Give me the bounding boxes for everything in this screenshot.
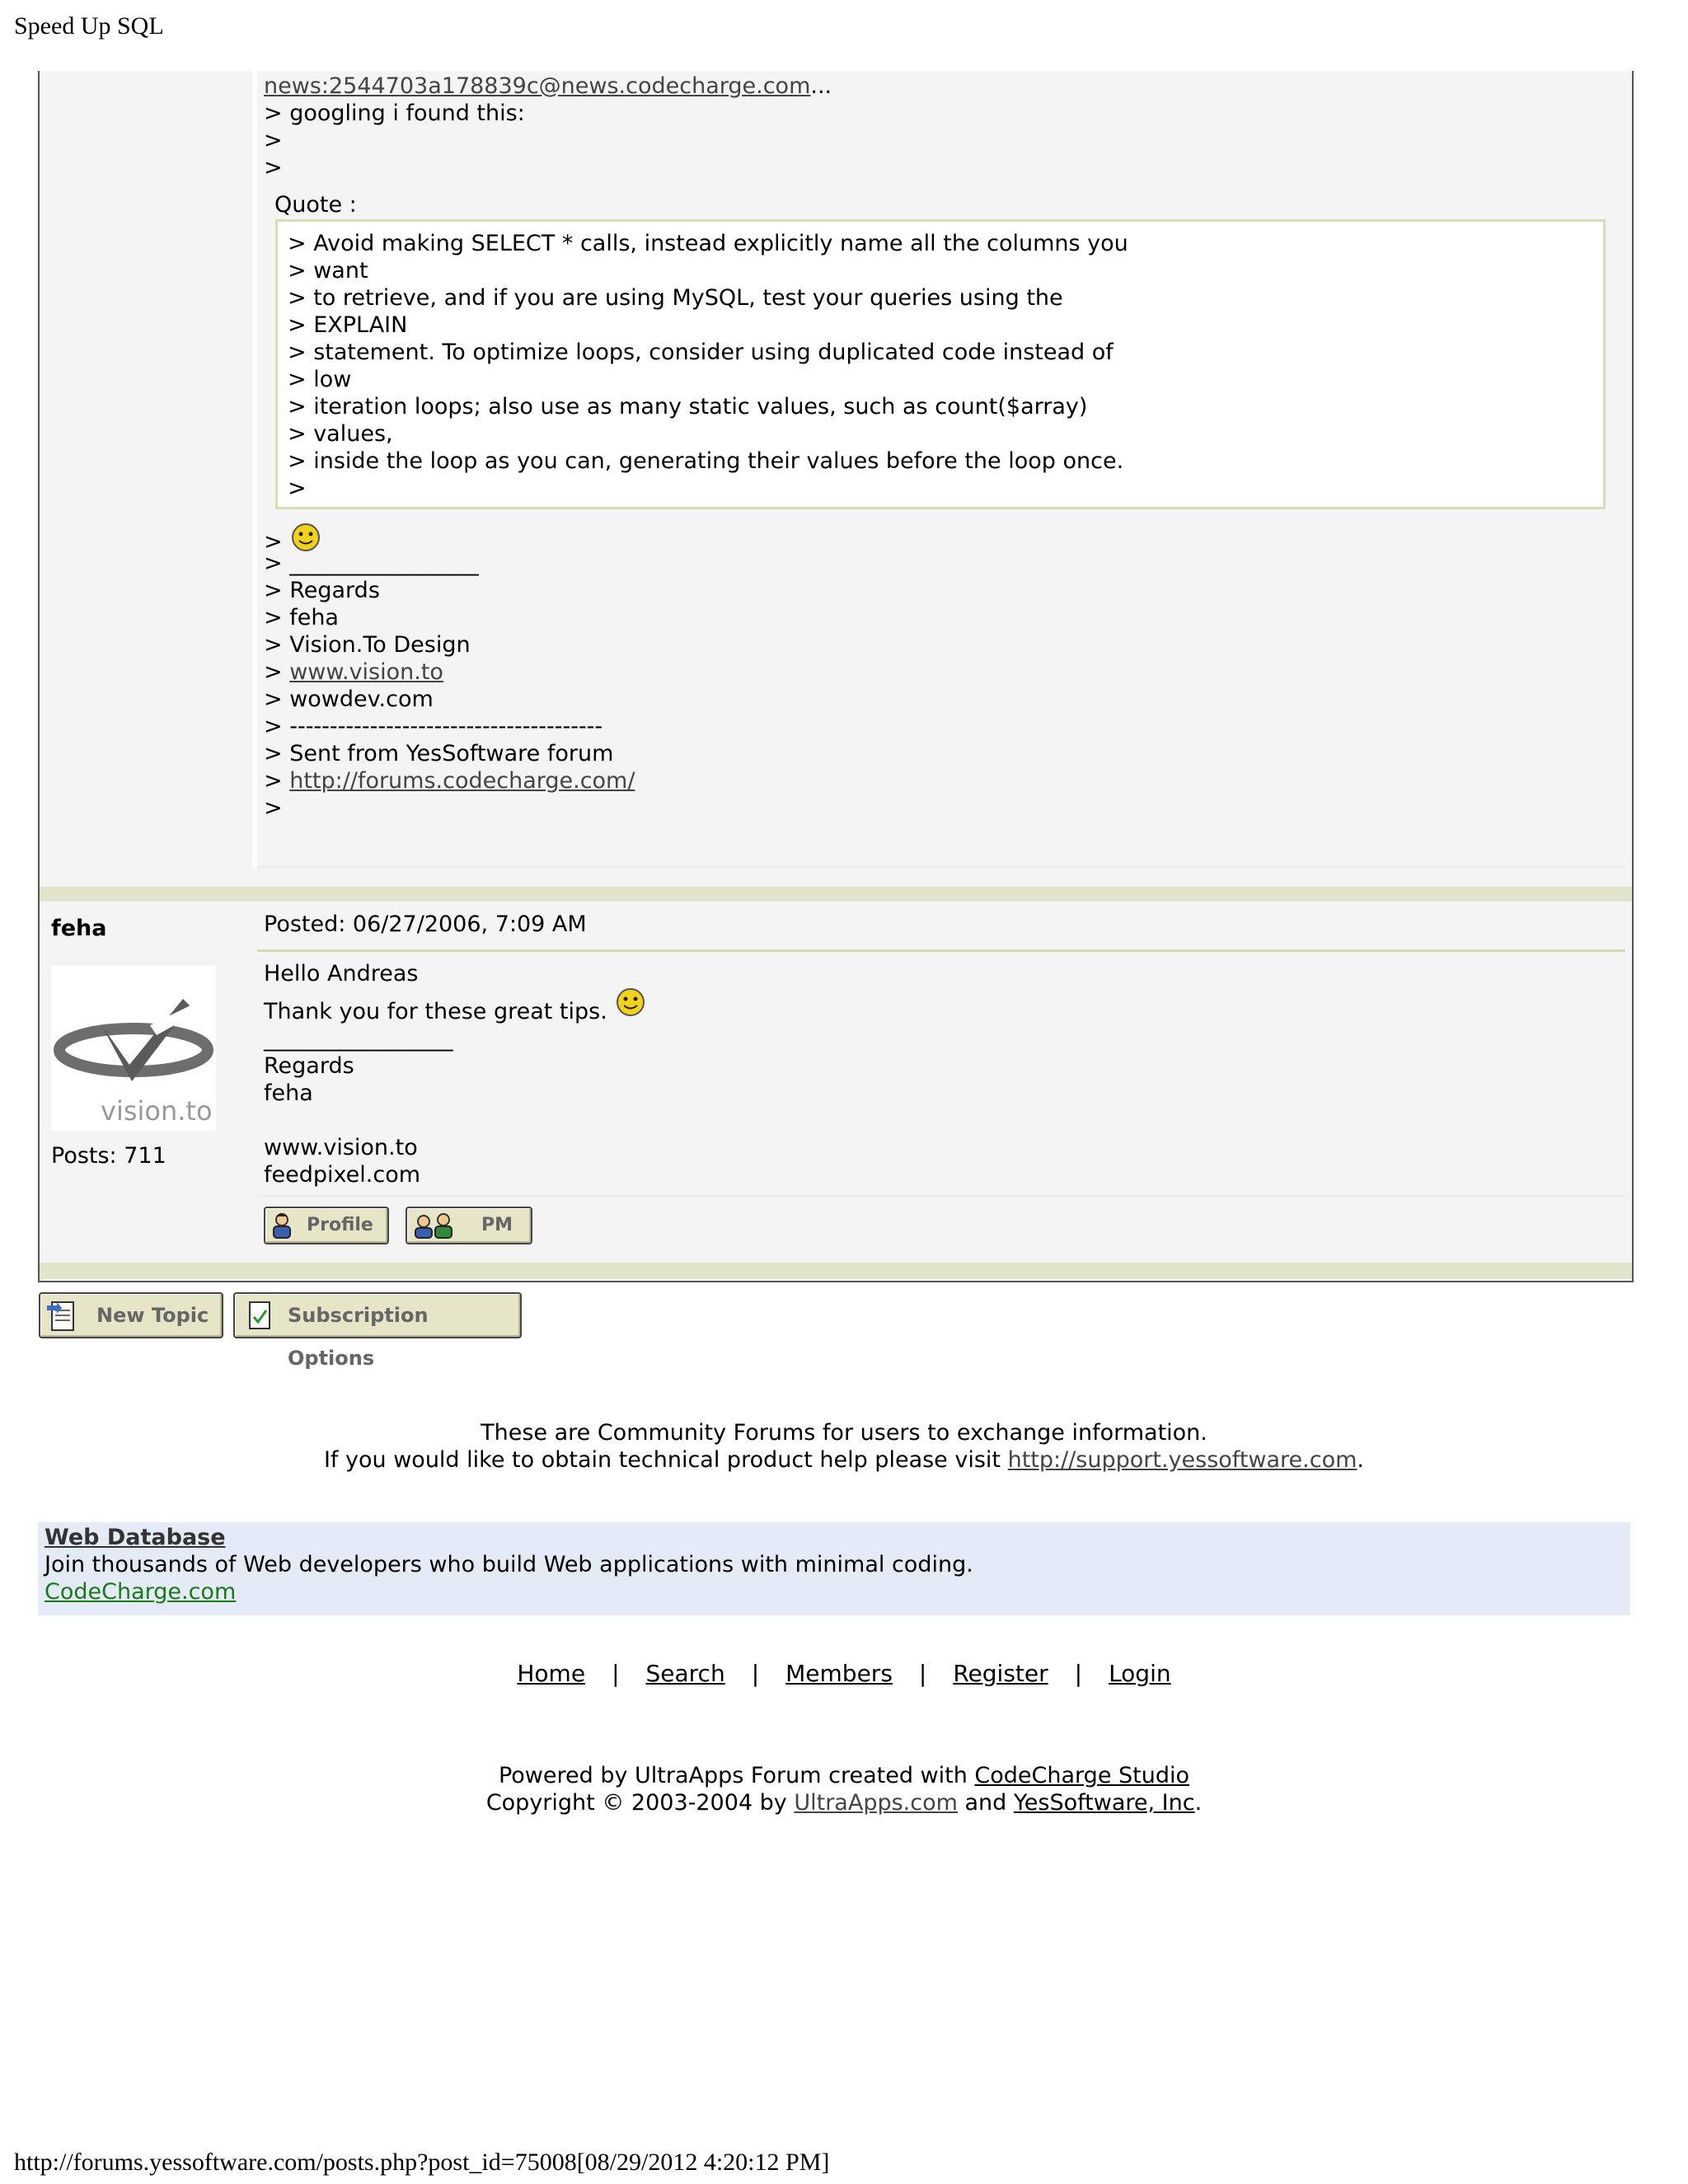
post-separator-bottom <box>40 1263 1632 1279</box>
author-name[interactable]: feha <box>51 916 107 941</box>
quote-line: > Avoid making SELECT * calls, instead explicitly name all the columns you <box>288 231 1128 256</box>
private-message-icon <box>412 1212 458 1240</box>
sig-site1: www.vision.to <box>264 1135 418 1160</box>
profile-button-label: Profile <box>307 1215 373 1235</box>
checklist-icon <box>246 1299 274 1333</box>
powered-text: Powered by UltraApps Forum created with <box>498 1763 975 1788</box>
sig-end: > <box>264 795 283 821</box>
sig-sent-from: > Sent from YesSoftware forum <box>264 741 614 766</box>
vision-link[interactable]: www.vision.to <box>289 659 443 685</box>
nav-search[interactable]: Search <box>645 1660 725 1687</box>
sig-line: _________________ <box>264 1026 453 1052</box>
thanks-text: Thank you for these great tips. <box>264 999 607 1024</box>
nav-register[interactable]: Register <box>953 1660 1048 1687</box>
nav-separator: | <box>918 1660 927 1687</box>
nav-login[interactable]: Login <box>1109 1660 1171 1687</box>
post-footer-rule <box>257 1195 1625 1197</box>
quote-line: > <box>288 476 307 501</box>
copyright-text: Copyright © 2003-2004 by <box>485 1790 795 1816</box>
quote-box <box>275 219 1606 509</box>
sig-regards: > Regards <box>264 578 380 603</box>
community-note-text: If you would like to obtain technical product help please visit <box>323 1447 1008 1473</box>
print-header: Speed Up SQL <box>14 12 164 40</box>
subscription-options-label: Subscription Options <box>288 1304 429 1370</box>
ad-title-link[interactable]: Web Database <box>45 1525 226 1550</box>
sig-line: > _________________ <box>264 551 479 576</box>
quote-line: > statement. To optimize loops, consider using duplicated code instead of <box>288 340 1114 365</box>
new-document-icon <box>45 1299 80 1333</box>
profile-button[interactable] <box>264 1207 389 1244</box>
ad-url-link[interactable]: CodeCharge.com <box>45 1579 237 1605</box>
codecharge-studio-link[interactable]: CodeCharge Studio <box>974 1763 1190 1788</box>
post2-posted-date: Posted: 06/27/2006, 7:09 AM <box>264 912 587 937</box>
new-topic-button[interactable] <box>39 1292 223 1338</box>
quote-prefix: > <box>264 768 290 794</box>
quote-line: > want <box>288 258 368 284</box>
support-link[interactable]: http://support.yessoftware.com <box>1007 1447 1357 1473</box>
ad-description: Join thousands of Web developers who build Web applications with minimal coding. <box>45 1552 973 1577</box>
posts-value: 711 <box>124 1143 166 1169</box>
post2-body <box>264 960 645 1188</box>
quote-line: > low <box>288 367 352 392</box>
post-header-rule <box>257 949 1625 952</box>
pm-button-label: PM <box>481 1215 513 1235</box>
sig-name: feha <box>264 1080 313 1106</box>
smiley-icon <box>291 523 321 552</box>
post1-body <box>264 73 832 181</box>
greeting: Hello Andreas <box>264 961 419 987</box>
quote-line: > to retrieve, and if you are using MySQL, test your queries using the <box>288 285 1063 311</box>
new-topic-label: New Topic <box>96 1304 209 1327</box>
community-note-line1: These are Community Forums for users to exchange information. <box>481 1420 1207 1446</box>
nav-separator: | <box>751 1660 760 1687</box>
forum-link[interactable]: http://forums.codecharge.com/ <box>289 768 635 794</box>
sig-name: > feha <box>264 605 339 630</box>
pm-button[interactable] <box>406 1207 532 1244</box>
period: . <box>1357 1447 1365 1473</box>
nav-separator: | <box>612 1660 620 1687</box>
sig-dashes: > --------------------------------------- <box>264 714 603 739</box>
sig-site2: feedpixel.com <box>264 1162 421 1188</box>
author-panel <box>40 903 252 1249</box>
and-text: and <box>957 1790 1014 1816</box>
quote-label: Quote : <box>274 192 357 218</box>
quote-line: > inside the loop as you can, generating their values before the loop once. <box>288 448 1124 474</box>
source-suffix: ... <box>810 73 832 99</box>
post1-signature <box>264 523 635 822</box>
intro-line: > googling i found this: <box>264 101 525 126</box>
intro-line: > <box>264 128 283 153</box>
posts-count <box>51 1142 166 1169</box>
avatar-label: vision.to <box>101 1095 213 1127</box>
row-divider <box>257 865 1625 869</box>
news-source-link[interactable]: news:2544703a178839c@news.codecharge.com <box>264 73 811 99</box>
nav-members[interactable]: Members <box>785 1660 893 1687</box>
quote-prefix: > <box>264 529 283 555</box>
sig-company: > Vision.To Design <box>264 632 471 658</box>
powered-by <box>0 1762 1688 1816</box>
quote-line: > iteration loops; also use as many static values, such as count($array) <box>288 394 1088 419</box>
footer-nav <box>0 1660 1688 1687</box>
quote-prefix: > <box>264 659 290 685</box>
posts-label: Posts: <box>51 1143 117 1169</box>
ad-box <box>38 1522 1630 1615</box>
nav-home[interactable]: Home <box>517 1660 586 1687</box>
sig-wowdev: > wowdev.com <box>264 687 434 712</box>
period: . <box>1194 1790 1203 1816</box>
ultraapps-link[interactable]: UltraApps.com <box>794 1790 958 1816</box>
user-icon <box>270 1212 293 1240</box>
community-note-line2 <box>0 1446 1688 1474</box>
print-footer-url: http://forums.yessoftware.com/posts.php?post_id=75008[08/29/2012 4:20:12 PM] <box>14 2149 830 2176</box>
post-separator <box>40 887 1632 902</box>
intro-line: > <box>264 155 283 180</box>
nav-separator: | <box>1074 1660 1083 1687</box>
smiley-icon <box>616 987 645 1017</box>
subscription-options-button[interactable] <box>233 1292 522 1370</box>
sig-regards: Regards <box>264 1053 354 1079</box>
column-divider <box>252 71 257 869</box>
yessoftware-link[interactable]: YesSoftware, Inc <box>1013 1790 1195 1816</box>
quote-line: > values, <box>288 421 393 447</box>
avatar <box>51 966 216 1131</box>
quote-line: > EXPLAIN <box>288 312 408 338</box>
